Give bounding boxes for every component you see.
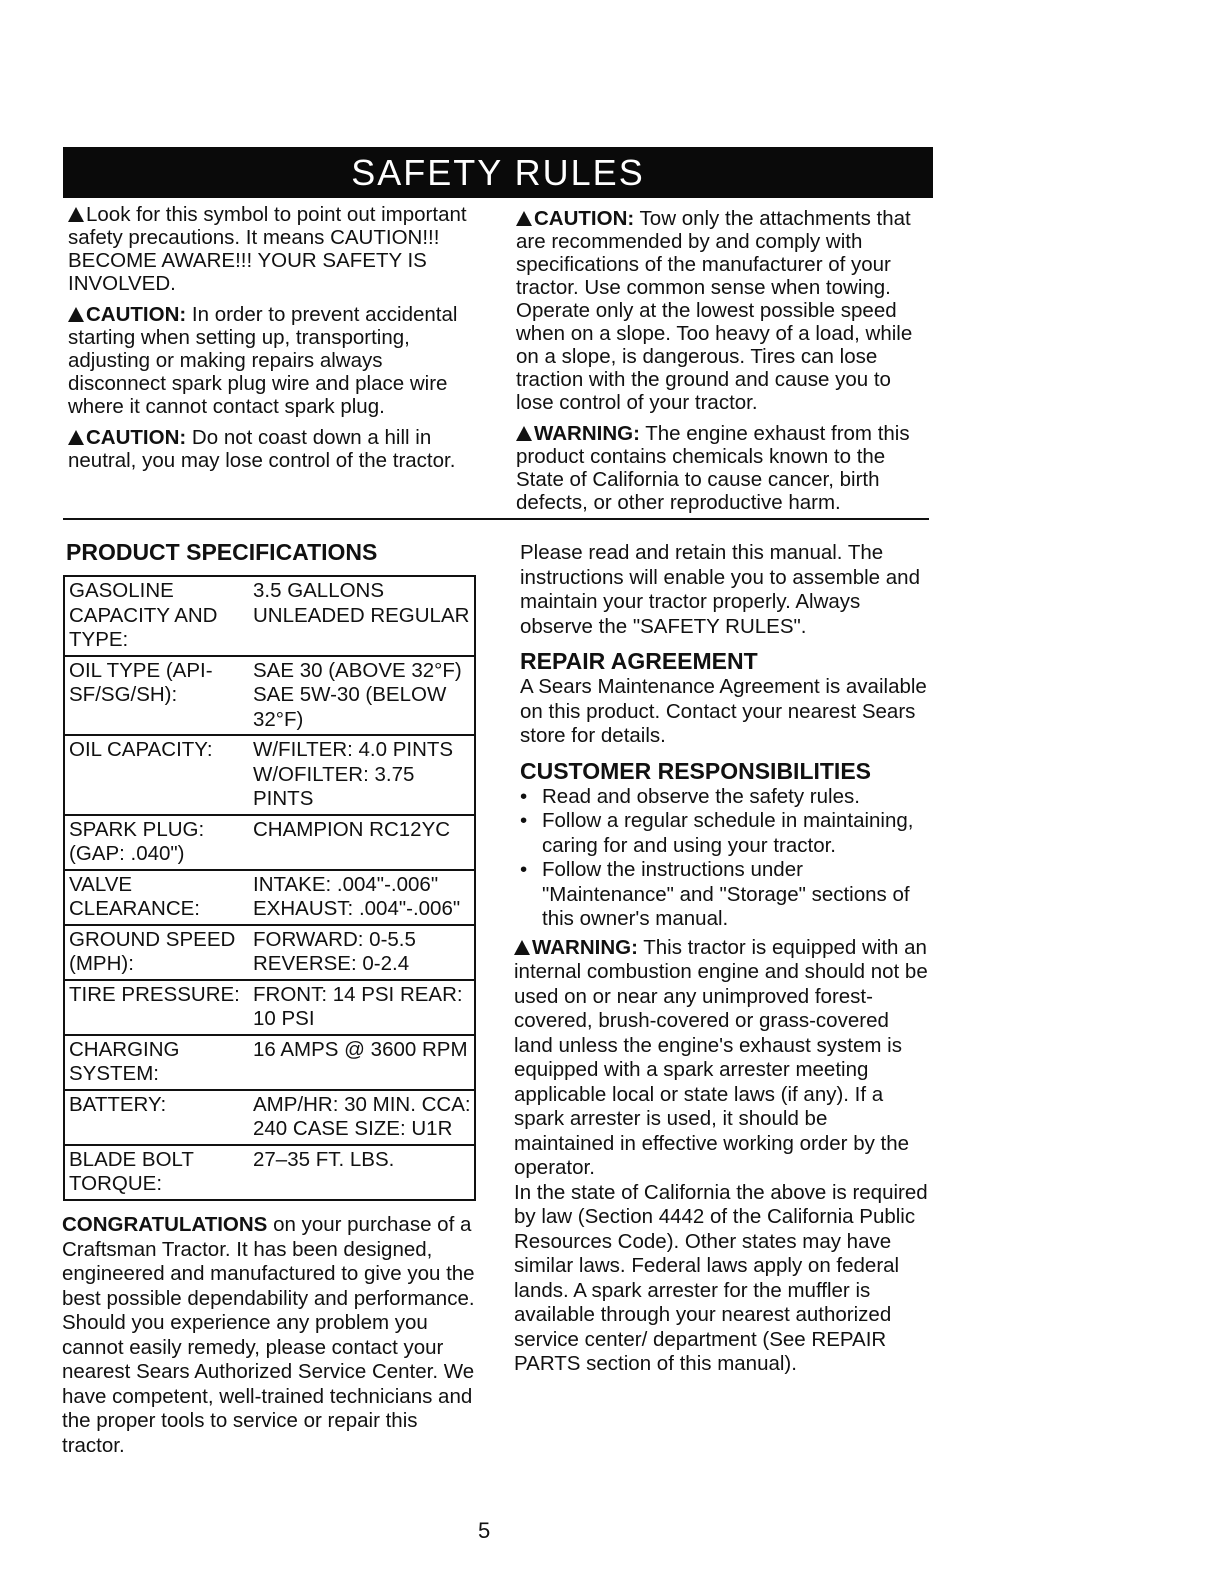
table-row [64,925,475,980]
warning-triangle-icon [516,211,532,226]
spec-value: 27–35 FT. LBS. [249,1145,475,1200]
symbol-intro-paragraph: Look for this symbol to point out important safety precautions. It means CAUTION!!! BECOME AWARE!!! YOUR SAFETY IS INVOLVED. [68,203,467,295]
page-number: 5 [478,1518,491,1543]
right-top-column [516,207,928,522]
warning-triangle-icon [514,940,530,955]
table-row [64,870,475,925]
list-item: • Read and observe the safety rules. [542,785,928,810]
customer-responsibilities-heading: CUSTOMER RESPONSIBILITIES [520,757,872,784]
table-row [64,1145,475,1200]
intro-paragraph: Please read and retain this manual. The instructions will enable you to assemble and maintain your tractor properly. Always observe the "SAFETY RULES". [520,541,920,638]
spec-key: TIRE PRESSURE: [64,980,249,1035]
spec-key: GROUND SPEED (MPH): [64,925,249,980]
section-divider [63,518,929,520]
list-item: • Follow a regular schedule in maintaining, caring for and using your tractor. [542,809,928,858]
table-row [64,1035,475,1090]
caution-tow-paragraph: CAUTION: Tow only the attachments that are recommended by and comply with specifications of the manufacturer of your tractor. Use common sense when towing. Operate only at the lowest possible speed when on a slope. Too heavy of a load, while on a slope, is dangerous. Tires can lose traction with the ground and cause you to lose control of your tractor. [516,207,913,414]
responsibilities-list [514,785,928,932]
spec-key: BATTERY: [64,1090,249,1145]
list-item: • Follow the instructions under "Maintenance" and "Storage" sections of this owner's manual. [542,858,928,932]
table-row [64,656,475,736]
specifications-table [63,575,476,1201]
table-row [64,980,475,1035]
spec-value: 16 AMPS @ 3600 RPM [249,1035,475,1090]
service-paragraph: Should you experience any problem you cannot easily remedy, please contact your nearest Sears Authorized Service Center. We have competent, well-trained technicians and the proper tools to service or repair this tractor. [62,1311,475,1457]
table-row [64,735,475,815]
spec-key: OIL TYPE (API-SF/SG/SH): [64,656,249,736]
repair-agreement-heading: REPAIR AGREEMENT [520,648,758,674]
safety-rules-banner [63,147,933,198]
spec-key: CHARGING SYSTEM: [64,1035,249,1090]
spec-key: BLADE BOLT TORQUE: [64,1145,249,1200]
warning-triangle-icon [68,207,84,222]
warning-triangle-icon [516,426,532,441]
spec-value: W/FILTER: 4.0 PINTS W/OFILTER: 3.75 PINTS [249,735,475,815]
spec-value: CHAMPION RC12YC [249,815,475,870]
spec-value: FRONT: 14 PSI REAR: 10 PSI [249,980,475,1035]
left-bottom-column [62,1213,477,1466]
table-row [64,1090,475,1145]
california-law-paragraph: In the state of California the above is required by law (Section 4442 of the California Public Resources Code). Other states may have similar laws. Federal laws apply on federal lands. A spark arrester for the muffler is available through your nearest authorized service center/ department (See REPAIR PARTS section of this manual). [514,1180,928,1375]
spec-value: FORWARD: 0-5.5 REVERSE: 0-2.4 [249,925,475,980]
spec-value: INTAKE: .004"-.006" EXHAUST: .004"-.006" [249,870,475,925]
left-top-column [68,203,486,480]
spec-key: OIL CAPACITY: [64,735,249,815]
spec-key: VALVE CLEARANCE: [64,870,249,925]
spec-value: 3.5 GALLONS UNLEADED REGULAR [249,576,475,656]
warning-spark-arrester-paragraph: WARNING: This tractor is equipped with an internal combustion engine and should not be used on or near any unimproved forest-covered, brush-covered or grass-covered land unless the engine's exhaust system is equipped with a spark arrester meeting applicable local or state laws (if any). If a spark arrester is used, it should be maintained in effective working order by the operator. [514,935,928,1179]
caution-coast-paragraph: CAUTION: Do not coast down a hill in neutral, you may lose control of the tractor. [68,426,456,472]
spec-value: SAE 30 (ABOVE 32°F) SAE 5W-30 (BELOW 32°F) [249,656,475,736]
warning-triangle-icon [68,307,84,322]
warning-exhaust-paragraph: WARNING: The engine exhaust from this product contains chemicals known to the State of California to cause cancer, birth defects, or other reproductive harm. [516,422,910,514]
congratulations-paragraph: CONGRATULATIONS on your purchase of a Craftsman Tractor. It has been designed, engineered and manufactured to give you the best possible dependability and performance. [62,1213,475,1310]
table-row [64,576,475,656]
table-row [64,815,475,870]
caution-spark-plug-paragraph: CAUTION: In order to prevent accidental starting when setting up, transporting, adjusting or making repairs always disconnect spark plug wire and place wire where it cannot contact spark plug. [68,303,458,418]
right-bottom-column [514,541,928,1385]
specifications-heading: PRODUCT SPECIFICATIONS [66,539,378,565]
spec-value: AMP/HR: 30 MIN. CCA: 240 CASE SIZE: U1R [249,1090,475,1145]
spec-key: GASOLINE CAPACITY AND TYPE: [64,576,249,656]
spec-key: SPARK PLUG: (GAP: .040") [64,815,249,870]
repair-agreement-paragraph: A Sears Maintenance Agreement is available on this product. Contact your nearest Sears store for details. [520,675,927,747]
warning-triangle-icon [68,430,84,445]
banner-title: SAFETY RULES [351,151,645,193]
